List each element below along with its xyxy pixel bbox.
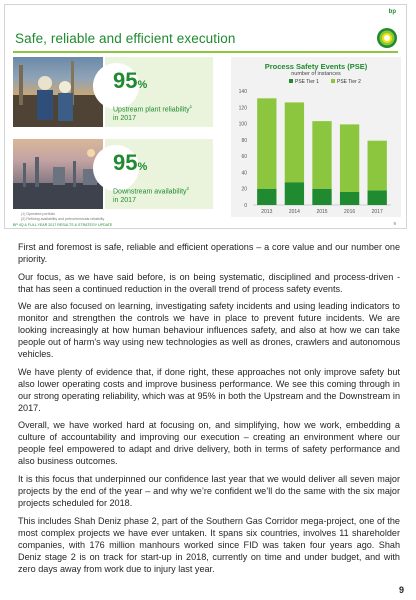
slide-page-number: 9: [393, 221, 396, 226]
kpi-label: Upstream plant reliability$^1$ in 2017: [113, 104, 193, 123]
footnote-2: (2) Refining availability and petrochemicals reliability: [21, 216, 105, 221]
x-tick-label: 2014: [288, 209, 300, 215]
bp-helios-logo-icon: [376, 27, 398, 49]
body-text: [18, 241, 400, 580]
bar-pse-tier-2: [312, 121, 331, 189]
legend-swatch: [289, 79, 293, 83]
paragraph: Overall, we have worked hard at focusing on, and simplifying, how we work, embedding a culture of accountability and improving our execution – creating an environment where our people feel empowered to adapt and drive delivery, both in terms of safety performance and also business outcomes.: [18, 420, 400, 467]
legend-label: PSE Tier 2: [337, 79, 361, 85]
downstream-refinery-photo: [13, 139, 103, 209]
kpi-downstream-availability: [105, 139, 213, 209]
kpi-value: 95%: [113, 150, 148, 175]
paragraph: First and foremost is safe, reliable and efficient operations – a core value and our number one priority.: [18, 242, 400, 264]
paragraph: We are also focused on learning, investigating safety incidents and using leading indicators to monitor and strengthen the controls we have in place to prevent future incidents. We are looking increasingly at how human behaviour influences safety, and also at how we can take people out of harm’s way using new technologies as well as drones, crawlers and autonomous vehicles.: [18, 301, 400, 360]
chart-subtitle: number of instances: [291, 71, 341, 77]
y-tick-label: 20: [241, 186, 247, 193]
legend-swatch: [331, 79, 335, 83]
bar-pse-tier-2: [340, 124, 359, 192]
kpi-upstream-reliability: [105, 57, 213, 127]
y-tick-label: 60: [241, 154, 247, 161]
title-rule: [13, 51, 398, 53]
legend-label: PSE Tier 1: [295, 79, 319, 85]
bar-pse-tier-1: [285, 182, 304, 205]
paragraph: Our focus, as we have said before, is on being systematic, disciplined and process-driven - that has seen a continued reduction in the overall trend of process safety events.: [18, 271, 400, 294]
page-number: 9: [398, 585, 404, 595]
paragraph: It is this focus that underpinned our confidence last year that we would deliver all seven major projects by the end of the year – and why we’re confident we’ll do the same with the six major projects scheduled for 2018.: [18, 473, 400, 508]
y-tick-label: 100: [238, 121, 247, 128]
bp-wordmark: bp: [388, 9, 396, 15]
paragraph: We have plenty of evidence that, if done right, these approaches not only improve safety but also lower operating costs and improve business performance. We see this coming through in our strong operating reliability, which was at 95% in both the Upstream and the Downstream in 2017.: [18, 366, 400, 413]
x-tick-label: 2013: [261, 209, 273, 215]
bar-pse-tier-1: [340, 192, 359, 205]
presentation-slide: [4, 4, 407, 229]
chart-title: Process Safety Events (PSE): [264, 62, 368, 71]
footnote-1: (1) Operated portfolio: [21, 212, 56, 216]
upstream-workers-photo: [13, 57, 103, 127]
bar-pse-tier-2: [285, 102, 304, 182]
x-tick-label: 2017: [371, 209, 383, 215]
y-tick-label: 120: [238, 105, 247, 112]
y-tick-label: 40: [241, 170, 247, 177]
y-tick-label: 0: [244, 203, 247, 209]
slide-title: Safe, reliable and efficient execution: [15, 31, 236, 46]
x-tick-label: 2016: [344, 209, 356, 215]
y-tick-label: 140: [238, 89, 247, 95]
kpi-value: 95%: [113, 68, 148, 93]
bar-pse-tier-1: [257, 189, 276, 205]
bar-pse-tier-1: [312, 189, 331, 205]
y-tick-label: 80: [241, 137, 247, 144]
x-tick-label: 2015: [316, 209, 328, 215]
slide-footer: BP 4Q & FULL YEAR 2017 RESULTS & STRATEGY UPDATE: [13, 223, 113, 227]
kpi-label: Downstream availability$^2$ in 2017: [113, 186, 190, 205]
bar-pse-tier-2: [368, 141, 387, 191]
paragraph: This includes Shah Deniz phase 2, part of the Southern Gas Corridor mega-project, one of the most complex projects we have ever untaken. It spans six countries, involves 11 shareholder companies, with 176 million manhours worked since FID was taken four years ago. Shah Deniz stage 2 is on track for start-up in 2018, currently on time and under budget, and with zero days away from work due to injury last year.: [18, 515, 400, 574]
pse-chart-svg: [231, 57, 401, 217]
bar-pse-tier-2: [257, 98, 276, 188]
pse-chart: [231, 57, 401, 217]
bar-pse-tier-1: [368, 190, 387, 205]
slide-footnotes: [21, 212, 104, 221]
